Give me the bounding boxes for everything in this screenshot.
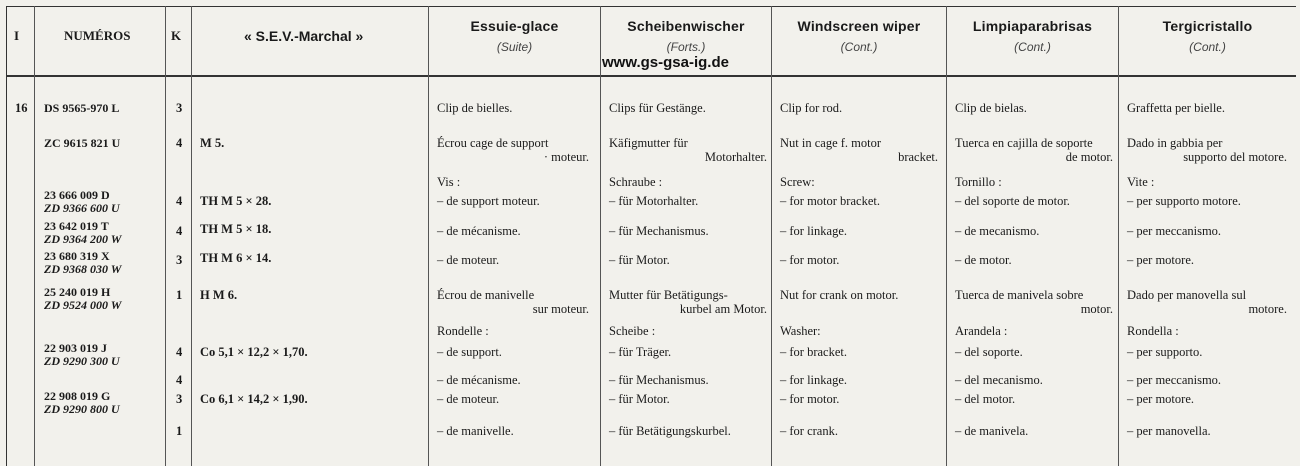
- cell-de: – für Betätigungskurbel.: [609, 424, 731, 438]
- cell-part-number: ZC 9615 821 U: [44, 136, 121, 150]
- cell-de-cont: Motorhalter.: [704, 150, 767, 164]
- cell-fr: – de moteur.: [437, 392, 500, 406]
- cell-part-number-alt: ZD 9366 600 U: [44, 201, 120, 215]
- cell-part-number: 23 680 319 X: [44, 249, 110, 263]
- cell-en: – for linkage.: [780, 373, 847, 387]
- cell-part-number: 23 666 009 D: [44, 188, 110, 202]
- cell-en: – for linkage.: [780, 224, 847, 238]
- cell-k: 3: [176, 253, 183, 267]
- header-es-sub: (Cont.): [1014, 40, 1051, 54]
- header-col-k: K: [171, 28, 182, 43]
- cell-es: Clip de bielas.: [955, 101, 1027, 115]
- cell-it: Vite :: [1127, 175, 1155, 189]
- cell-de: – für Motor.: [609, 253, 670, 267]
- header-col-i: I: [14, 28, 20, 43]
- cell-en: Clip for rod.: [780, 101, 843, 115]
- cell-sev: H M 6.: [200, 288, 238, 302]
- cell-k: 4: [176, 194, 183, 208]
- header-it-title: Tergicristallo: [1162, 18, 1253, 34]
- cell-en: Nut in cage f. motor: [780, 136, 882, 150]
- cell-fr: Vis :: [437, 175, 461, 189]
- cell-sev: TH M 5 × 18.: [200, 222, 272, 236]
- cell-part-number-alt: ZD 9290 800 U: [44, 402, 120, 416]
- cell-fr: – de mécanisme.: [437, 224, 521, 238]
- cell-fr: – de manivelle.: [437, 424, 514, 438]
- cell-k: 4: [176, 373, 183, 387]
- header-col-en: [772, 18, 946, 54]
- cell-fr: – de support.: [437, 345, 502, 359]
- cell-de: – für Träger.: [609, 345, 672, 359]
- cell-part-number: 23 642 019 T: [44, 219, 109, 233]
- top-rule: [6, 6, 1296, 7]
- header-col-numeros: NUMÉROS: [64, 28, 131, 43]
- cell-es: Arandela :: [955, 324, 1008, 338]
- cell-k: 4: [176, 345, 183, 359]
- col-divider: [428, 6, 429, 466]
- cell-it: Rondella :: [1127, 324, 1179, 338]
- cell-it: – per supporto.: [1127, 345, 1203, 359]
- header-it-sub: (Cont.): [1189, 40, 1226, 54]
- cell-en: – for motor.: [780, 392, 840, 406]
- cell-de: Scheibe :: [609, 324, 656, 338]
- cell-en: – for motor.: [780, 253, 840, 267]
- cell-it: – per motore.: [1127, 392, 1194, 406]
- watermark-url: www.gs-gsa-ig.de: [602, 54, 729, 71]
- header-col-es: [947, 18, 1118, 54]
- cell-it: – per motore.: [1127, 253, 1194, 267]
- cell-k: 4: [176, 224, 183, 238]
- cell-k: 1: [176, 288, 183, 302]
- cell-en: Screw:: [780, 175, 815, 189]
- cell-it-cont: supporto del motore.: [1183, 150, 1287, 164]
- cell-es: Tuerca en cajilla de soporte: [955, 136, 1093, 150]
- col-divider: [191, 6, 192, 466]
- header-en-title: Windscreen wiper: [797, 18, 921, 34]
- cell-es: – de motor.: [955, 253, 1012, 267]
- cell-it: – per meccanismo.: [1127, 373, 1222, 387]
- cell-it: Dado in gabbia per: [1127, 136, 1223, 150]
- cell-part-number: 25 240 019 H: [44, 285, 111, 299]
- col-divider: [34, 6, 35, 466]
- cell-part-number: DS 9565-970 L: [44, 101, 120, 115]
- cell-es: – del mecanismo.: [955, 373, 1043, 387]
- cell-es: – de mecanismo.: [955, 224, 1040, 238]
- cell-fr-cont: · moteur.: [543, 150, 589, 164]
- cell-it: – per manovella.: [1127, 424, 1211, 438]
- cell-sev: Co 5,1 × 12,2 × 1,70.: [200, 345, 308, 359]
- header-es-title: Limpiaparabrisas: [972, 18, 1093, 34]
- cell-part-number-alt: ZD 9368 030 W: [44, 262, 122, 276]
- col-divider: [1118, 6, 1119, 466]
- header-fr-sub: (Suite): [496, 40, 533, 54]
- cell-de: Schraube :: [609, 175, 663, 189]
- cell-de: – für Motor.: [609, 392, 670, 406]
- cell-it: Dado per manovella sul: [1127, 288, 1247, 302]
- header-de-sub: (Forts.): [666, 40, 706, 54]
- cell-it: – per meccanismo.: [1127, 224, 1222, 238]
- cell-sev: M 5.: [200, 136, 225, 150]
- cell-fr: Écrou de manivelle: [437, 288, 535, 302]
- cell-index: 16: [15, 101, 28, 115]
- cell-de: – für Mechanismus.: [609, 224, 709, 238]
- cell-part-number: 22 908 019 G: [44, 389, 111, 403]
- cell-es: – del motor.: [955, 392, 1016, 406]
- col-divider: [946, 6, 947, 466]
- cell-de: – für Motorhalter.: [609, 194, 699, 208]
- col-divider: [771, 6, 772, 466]
- cell-en: Nut for crank on motor.: [780, 288, 899, 302]
- cell-de: Käfigmutter für: [609, 136, 688, 150]
- cell-en: – for bracket.: [780, 345, 847, 359]
- cell-it: – per supporto motore.: [1127, 194, 1241, 208]
- cell-es: Tornillo :: [955, 175, 1002, 189]
- cell-es: Tuerca de manivela sobre: [955, 288, 1084, 302]
- cell-de: – für Mechanismus.: [609, 373, 709, 387]
- cell-de: Clips für Gestänge.: [609, 101, 706, 115]
- cell-de-cont: kurbel am Motor.: [679, 302, 767, 316]
- header-rule: [6, 75, 1296, 77]
- header-col-fr: [429, 18, 600, 54]
- cell-part-number-alt: ZD 9524 000 W: [44, 298, 122, 312]
- cell-k: 4: [176, 136, 183, 150]
- cell-de: Mutter für Betätigungs-: [609, 288, 728, 302]
- cell-k: 3: [176, 392, 183, 406]
- cell-k: 1: [176, 424, 183, 438]
- cell-en: Washer:: [780, 324, 821, 338]
- cell-fr: Rondelle :: [437, 324, 489, 338]
- left-rule: [6, 6, 7, 466]
- cell-part-number-alt: ZD 9290 300 U: [44, 354, 120, 368]
- header-en-sub: (Cont.): [840, 40, 878, 54]
- cell-es: – del soporte.: [955, 345, 1023, 359]
- cell-en: – for crank.: [780, 424, 838, 438]
- cell-es: – de manivela.: [955, 424, 1029, 438]
- cell-sev: TH M 5 × 28.: [200, 194, 272, 208]
- cell-fr: – de moteur.: [437, 253, 500, 267]
- cell-en: – for motor bracket.: [780, 194, 880, 208]
- cell-fr: Écrou cage de support: [437, 136, 549, 150]
- cell-k: 3: [176, 101, 183, 115]
- cell-es-cont: de motor.: [1065, 150, 1113, 164]
- col-divider: [165, 6, 166, 466]
- cell-part-number-alt: ZD 9364 200 W: [44, 232, 122, 246]
- header-col-sev: « S.E.V.-Marchal »: [244, 28, 364, 44]
- cell-es-cont: motor.: [1080, 302, 1113, 316]
- cell-fr: – de mécanisme.: [437, 373, 521, 387]
- cell-it: Graffetta per bielle.: [1127, 101, 1225, 115]
- header-col-it: [1119, 18, 1296, 54]
- header-de-title: Scheibenwischer: [627, 18, 745, 34]
- header-col-de: [601, 18, 771, 54]
- cell-es: – del soporte de motor.: [955, 194, 1070, 208]
- cell-sev: TH M 6 × 14.: [200, 251, 272, 265]
- cell-en-cont: bracket.: [898, 150, 938, 164]
- cell-part-number: 22 903 019 J: [44, 341, 107, 355]
- header-fr-title: Essuie-glace: [470, 18, 559, 34]
- cell-sev: Co 6,1 × 14,2 × 1,90.: [200, 392, 308, 406]
- col-divider: [600, 6, 601, 466]
- cell-fr-cont: sur moteur.: [532, 302, 589, 316]
- cell-fr: – de support moteur.: [437, 194, 540, 208]
- cell-it-cont: motore.: [1248, 302, 1287, 316]
- cell-fr: Clip de bielles.: [437, 101, 513, 115]
